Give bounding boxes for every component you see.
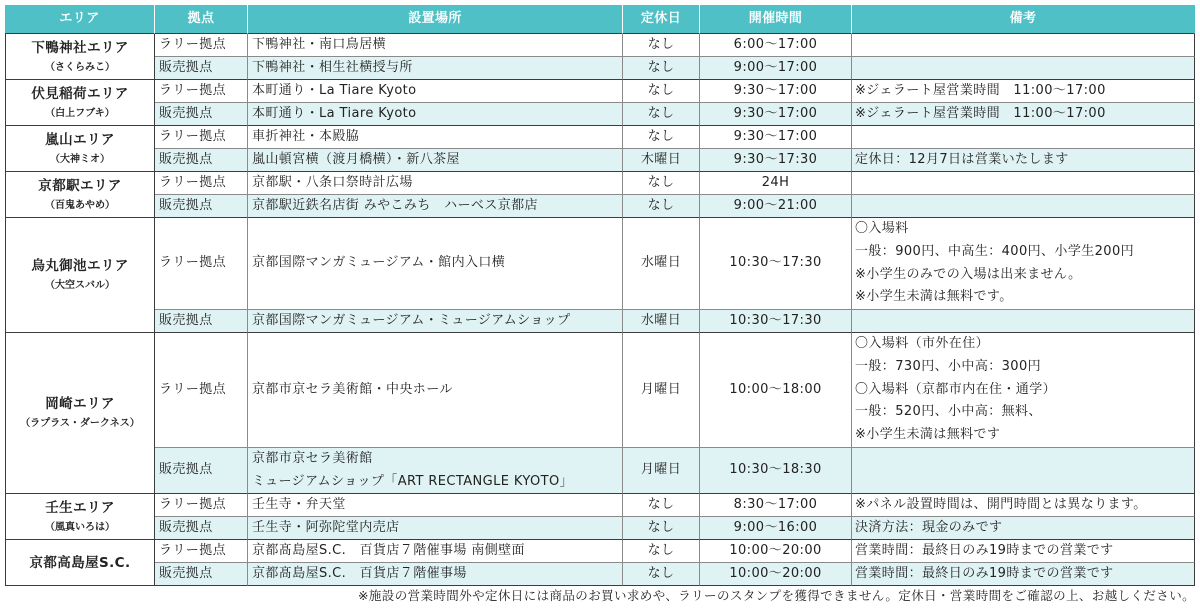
notes: [852, 218, 1195, 310]
closed-day: [623, 517, 700, 540]
location-line: 京都市京セラ美術館・中央ホール: [252, 381, 453, 397]
location: [248, 494, 623, 517]
location: [248, 34, 623, 57]
notes: [852, 563, 1195, 586]
closed-day-line: なし: [647, 106, 675, 121]
opening-hours-line: 10:00～20:00: [729, 566, 822, 581]
opening-hours: [700, 448, 852, 494]
notes-line: 定休日：12月7日は営業いたします: [855, 152, 1069, 167]
base-type-line: ラリー拠点: [159, 543, 227, 558]
base-type: [155, 103, 248, 126]
table-row: [5, 563, 1195, 586]
notes-line: 営業時間：最終日のみ19時までの営業です: [855, 543, 1114, 558]
header-area: エリア: [5, 5, 155, 34]
location: [248, 540, 623, 563]
location: [248, 517, 623, 540]
opening-hours: [700, 172, 852, 195]
opening-hours: [700, 126, 852, 149]
closed-day-line: なし: [647, 566, 675, 581]
opening-hours-line: 9:30～17:00: [733, 83, 818, 98]
base-type: [155, 494, 248, 517]
closed-day: [623, 80, 700, 103]
notes: [852, 540, 1195, 563]
location-line: 本町通り・La Tiare Kyoto: [252, 106, 417, 121]
notes: [852, 57, 1195, 80]
notes-line: 一般：730円、小中高：300円: [855, 358, 1042, 374]
table-row: [5, 540, 1195, 563]
area-name: 岡崎エリア: [45, 396, 115, 412]
base-type: [155, 333, 248, 448]
notes-line: 決済方法：現金のみです: [855, 520, 1003, 535]
area-cell: [5, 126, 155, 172]
closed-day-line: なし: [647, 129, 675, 144]
notes-line: ※小学生未満は無料です: [855, 427, 1001, 443]
table-row: [5, 80, 1195, 103]
notes: [852, 149, 1195, 172]
base-type: [155, 126, 248, 149]
base-type-line: 販売拠点: [159, 106, 213, 121]
base-type-line: ラリー拠点: [159, 497, 227, 512]
notes: [852, 126, 1195, 149]
table-row: [5, 172, 1195, 195]
location: [248, 57, 623, 80]
area-cell: [5, 494, 155, 540]
area-name: 嵐山エリア: [45, 131, 115, 148]
opening-hours: [700, 80, 852, 103]
notes-line: 〇入場料（京都市内在住・通学）: [855, 381, 1057, 397]
location: [248, 149, 623, 172]
closed-day-line: なし: [647, 37, 675, 52]
table-row: [5, 195, 1195, 218]
base-type: [155, 448, 248, 494]
location-line: 京都国際マンガミュージアム・館内入口横: [252, 255, 506, 271]
location-line: 京都国際マンガミュージアム・ミュージアムショップ: [252, 313, 571, 328]
opening-hours: [700, 103, 852, 126]
base-type: [155, 540, 248, 563]
area-name: 烏丸御池エリア: [31, 258, 129, 274]
area-name: 伏見稲荷エリア: [31, 85, 129, 102]
area-character: （百鬼あやめ）: [45, 199, 115, 211]
notes-line: 一般：900円、中高生：400円、小学生200円: [855, 243, 1135, 259]
closed-day: [623, 563, 700, 586]
base-type-line: ラリー拠点: [159, 255, 227, 271]
closed-day: [623, 149, 700, 172]
base-type: [155, 195, 248, 218]
table-row: [5, 494, 1195, 517]
location-line: 下鴨神社・相生社横授与所: [252, 60, 413, 75]
closed-day-line: 月曜日: [640, 462, 682, 478]
base-type-line: 販売拠点: [159, 566, 213, 581]
closed-day: [623, 218, 700, 310]
notes: [852, 34, 1195, 57]
location-line: 京都髙島屋S.C. 百貨店７階催事場 南側壁面: [252, 543, 525, 558]
closed-day: [623, 494, 700, 517]
header-row: [5, 5, 1195, 34]
table-row: [5, 149, 1195, 172]
closed-day-line: なし: [647, 198, 675, 213]
base-type: [155, 172, 248, 195]
base-type-line: ラリー拠点: [159, 129, 227, 144]
closed-day-line: 水曜日: [640, 255, 682, 271]
location-line: 壬生寺・阿弥陀堂内売店: [252, 520, 400, 535]
table-body: [5, 34, 1195, 586]
schedule-table: [5, 5, 1195, 586]
notes: [852, 448, 1195, 494]
base-type-line: ラリー拠点: [159, 37, 227, 52]
closed-day-line: なし: [647, 83, 675, 98]
area-name: 京都駅エリア: [38, 177, 122, 194]
notes: [852, 103, 1195, 126]
base-type: [155, 218, 248, 310]
location: [248, 310, 623, 333]
area-name: 下鴨神社エリア: [31, 39, 129, 56]
opening-hours-line: 9:30～17:30: [733, 152, 818, 167]
location-line: 京都駅・八条口祭時計広場: [252, 175, 413, 190]
table-row: [5, 34, 1195, 57]
closed-day-line: なし: [647, 497, 675, 512]
notes: [852, 333, 1195, 448]
opening-hours-line: 10:00～20:00: [729, 543, 822, 558]
location-line: ミュージアムショップ「ART RECTANGLE KYOTO」: [252, 473, 573, 489]
base-type: [155, 149, 248, 172]
header-notes: 備考: [852, 5, 1195, 34]
area-cell: [5, 80, 155, 126]
opening-hours: [700, 218, 852, 310]
opening-hours: [700, 57, 852, 80]
area-character: （大神ミオ）: [50, 153, 110, 165]
closed-day-line: なし: [647, 175, 675, 190]
base-type-line: ラリー拠点: [159, 83, 227, 98]
area-cell: [5, 540, 155, 586]
header-base: 拠点: [155, 5, 248, 34]
opening-hours: [700, 563, 852, 586]
notes-line: 一般：520円、小中高：無料、: [855, 404, 1042, 420]
location-line: 車折神社・本殿脇: [252, 129, 360, 144]
notes: [852, 80, 1195, 103]
area-name: 京都高島屋S.C.: [29, 554, 131, 571]
notes-line: ※ジェラート屋営業時間 11:00～17:00: [855, 83, 1106, 98]
opening-hours-line: 9:00～16:00: [733, 520, 818, 535]
notes: [852, 310, 1195, 333]
footnote: ※施設の営業時間外や定休日には商品のお買い求めや、ラリーのスタンプを獲得できません。定休日・営業時間をご確認の上、お越しください。: [358, 588, 1195, 603]
base-type-line: ラリー拠点: [159, 175, 227, 190]
table-row: [5, 218, 1195, 310]
table-row: [5, 448, 1195, 494]
location: [248, 218, 623, 310]
location-line: 京都駅近鉄名店街 みやこみち ハーベス京都店: [252, 198, 538, 213]
table-row: [5, 333, 1195, 448]
closed-day-line: 水曜日: [640, 313, 682, 328]
closed-day: [623, 34, 700, 57]
opening-hours-line: 6:00～17:00: [733, 37, 818, 52]
header-closed: 定休日: [623, 5, 700, 34]
location: [248, 333, 623, 448]
location-line: 本町通り・La Tiare Kyoto: [252, 83, 417, 98]
opening-hours: [700, 195, 852, 218]
opening-hours: [700, 517, 852, 540]
closed-day-line: なし: [647, 543, 675, 558]
table-row: [5, 103, 1195, 126]
location: [248, 172, 623, 195]
location-line: 京都髙島屋S.C. 百貨店７階催事場: [252, 566, 467, 581]
notes-line: ※パネル設置時間は、開門時間とは異なります。: [855, 497, 1147, 512]
closed-day: [623, 103, 700, 126]
area-cell: [5, 218, 155, 333]
opening-hours: [700, 149, 852, 172]
closed-day: [623, 310, 700, 333]
area-cell: [5, 172, 155, 218]
opening-hours-line: 10:00～18:00: [729, 381, 822, 397]
notes: [852, 494, 1195, 517]
area-character: （さくらみこ）: [45, 61, 115, 73]
base-type-line: 販売拠点: [159, 60, 213, 75]
closed-day: [623, 540, 700, 563]
location-line: 下鴨神社・南口鳥居横: [252, 37, 387, 52]
closed-day-line: 木曜日: [640, 152, 682, 167]
location: [248, 563, 623, 586]
closed-day: [623, 172, 700, 195]
opening-hours-line: 9:30～17:00: [733, 106, 818, 121]
opening-hours-line: 10:30～17:30: [729, 255, 822, 271]
base-type: [155, 517, 248, 540]
opening-hours-line: 9:00～21:00: [733, 198, 818, 213]
location-line: 嵐山頓宮横（渡月橋横）・新八茶屋: [252, 152, 460, 167]
closed-day: [623, 195, 700, 218]
opening-hours-line: 24H: [761, 175, 790, 190]
base-type: [155, 80, 248, 103]
base-type: [155, 34, 248, 57]
notes-line: ※小学生未満は無料です。: [855, 289, 1013, 305]
notes: [852, 517, 1195, 540]
location-line: 壬生寺・弁天堂: [252, 497, 346, 512]
opening-hours: [700, 333, 852, 448]
closed-day-line: なし: [647, 520, 675, 535]
closed-day: [623, 126, 700, 149]
closed-day-line: 月曜日: [640, 381, 682, 397]
table-header: [5, 5, 1195, 34]
location: [248, 80, 623, 103]
notes: [852, 172, 1195, 195]
area-character: （白上フブキ）: [45, 107, 115, 119]
header-place: 設置場所: [248, 5, 623, 34]
opening-hours-line: 10:30～17:30: [729, 313, 822, 328]
opening-hours-line: 9:30～17:00: [733, 129, 818, 144]
location: [248, 195, 623, 218]
opening-hours: [700, 540, 852, 563]
base-type-line: 販売拠点: [159, 313, 213, 328]
closed-day: [623, 333, 700, 448]
notes-line: 〇入場料: [855, 221, 909, 236]
opening-hours-line: 8:30～17:00: [733, 497, 818, 512]
base-type: [155, 310, 248, 333]
opening-hours-line: 9:00～17:00: [733, 60, 818, 75]
table-row: [5, 517, 1195, 540]
notes-line: 〇入場料（市外在住）: [855, 336, 990, 351]
opening-hours-line: 10:30～18:30: [729, 462, 822, 478]
closed-day: [623, 57, 700, 80]
notes-line: ※ジェラート屋営業時間 11:00～17:00: [855, 106, 1106, 121]
base-type: [155, 57, 248, 80]
area-cell: [5, 333, 155, 494]
location: [248, 103, 623, 126]
notes-line: ※小学生のみでの入場は出来ません。: [855, 266, 1082, 282]
area-cell: [5, 34, 155, 80]
table-row: [5, 57, 1195, 80]
table-row: [5, 310, 1195, 333]
location: [248, 126, 623, 149]
notes: [852, 195, 1195, 218]
area-character: （風真いろは）: [45, 521, 115, 533]
opening-hours: [700, 34, 852, 57]
header-hours: 開催時間: [700, 5, 852, 34]
opening-hours: [700, 494, 852, 517]
base-type: [155, 563, 248, 586]
location-line: 京都市京セラ美術館: [252, 451, 373, 466]
opening-hours: [700, 310, 852, 333]
base-type-line: 販売拠点: [159, 462, 213, 478]
area-character: （ラプラス・ダークネス）: [20, 418, 140, 429]
base-type-line: 販売拠点: [159, 152, 213, 167]
notes-line: 営業時間：最終日のみ19時までの営業です: [855, 566, 1114, 581]
base-type-line: ラリー拠点: [159, 381, 227, 397]
closed-day-line: なし: [647, 60, 675, 75]
table-row: [5, 126, 1195, 149]
closed-day: [623, 448, 700, 494]
area-name: 壬生エリア: [45, 499, 115, 516]
location: [248, 448, 623, 494]
base-type-line: 販売拠点: [159, 520, 213, 535]
area-character: （大空スバル）: [45, 280, 115, 291]
base-type-line: 販売拠点: [159, 198, 213, 213]
